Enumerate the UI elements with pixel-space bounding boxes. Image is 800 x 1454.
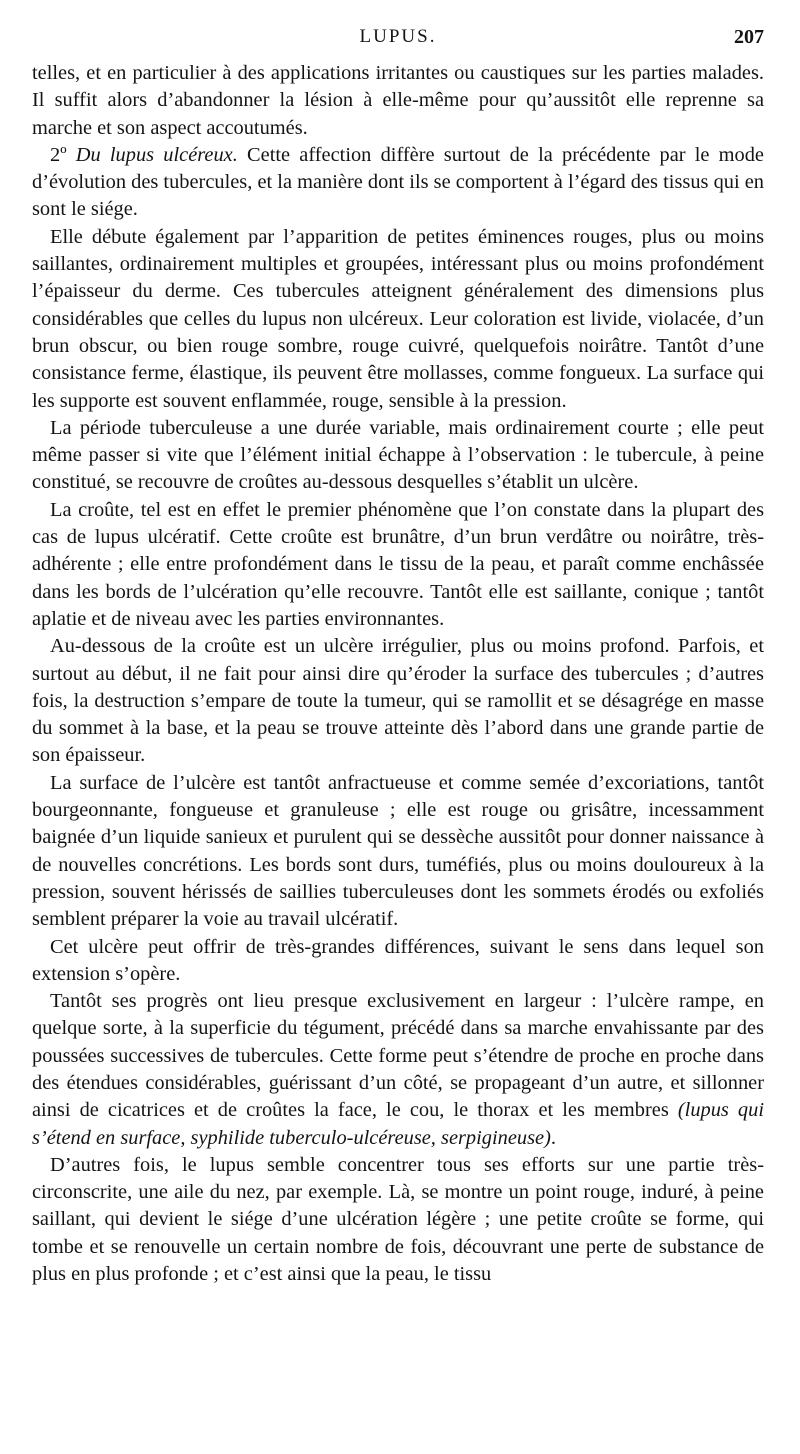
paragraph bbox=[32, 497, 764, 633]
running-header bbox=[32, 26, 764, 56]
paragraph bbox=[32, 988, 764, 1152]
paragraph-text: Au-dessous de la croûte est un ulcère irrégulier, plus ou moins profond. Parfois, et surtout au début, il ne fait pour ainsi dire qu’éroder la surface des tubercules ; d’autres fois, la destruction s’empare de toute la tumeur, qui se ramollit et se désagrége en masse du sommet à la base, et la peau se trouve atteinte dès l’abord dans une grande partie de son épaisseur. bbox=[32, 635, 764, 767]
paragraph bbox=[32, 770, 764, 934]
italic-aside: (lupus qui s’étend en surface, syphilide tuberculo-ulcéreuse, serpigineuse) bbox=[32, 1099, 764, 1149]
paragraph bbox=[32, 1152, 764, 1288]
body-text bbox=[32, 60, 764, 1288]
paragraph-text: telles, et en particulier à des applications irritantes ou caustiques sur les parties malades. Il suffit alors d’abandonner la lésion à elle-même pour qu’aussitôt elle reprenne sa marche et son aspect accoutumés. bbox=[32, 62, 764, 139]
paragraph-continuation bbox=[32, 60, 764, 142]
paragraph-text: Tantôt ses progrès ont lieu presque exclusivement en largeur : l’ulcère rampe, en quelque sorte, à la superficie du tégument, précédé dans sa marche envahissante par des poussées successives de tubercules. Cette forme peut s’étendre de proche en proche dans des étendues considérables, guérissant d’un côté, se propageant d’un autre, et sillonner ainsi de cicatrices et de croûtes la face, le cou, le thorax et les membres bbox=[32, 990, 764, 1122]
paragraph-text: Elle débute également par l’apparition de petites éminences rouges, plus ou moins saillantes, ordinairement multiples et groupées, intéressant plus ou moins profondément l’épaisseur du derme. Ces tubercules atteignent généralement des dimensions plus considérables que celles du lupus non ulcéreux. Leur coloration est livide, violacée, d’un brun obscur, ou bien rouge sombre, rouge cuivré, quelquefois noirâtre. Tantôt d’une consistance ferme, élastique, ils peuvent être mollasses, comme fongueux. La surface qui les supporte est souvent enflammée, rouge, sensible à la pression. bbox=[32, 225, 764, 412]
paragraph-text: Cet ulcère peut offrir de très-grandes différences, suivant le sens dans lequel son extension s’opère. bbox=[32, 935, 764, 985]
paragraph bbox=[32, 934, 764, 989]
section-number: 2º bbox=[50, 143, 67, 166]
running-title: LUPUS. bbox=[359, 26, 437, 47]
paragraph-section-heading bbox=[32, 142, 764, 224]
paragraph bbox=[32, 633, 764, 769]
paragraph-text: La période tuberculeuse a une durée variable, mais ordinairement courte ; elle peut même passer si vite que l’élément initial échappe à l’observation : le tubercule, à peine constitué, se recouvre de croûtes au-dessous desquelles s’établit un ulcère. bbox=[32, 416, 764, 494]
paragraph-text: La croûte, tel est en effet le premier phénomène que l’on constate dans la plupart des cas de lupus ulcératif. Cette croûte est brunâtre, d’un brun verdâtre ou noirâtre, très-adhérente ; elle entre profondément dans le tissu de la peau, et paraît comme enchâssée dans les bords de l’ulcération qu’elle recouvre. Tantôt elle est saillante, conique ; tantôt aplatie et de niveau avec les parties environnantes. bbox=[32, 498, 764, 630]
paragraph bbox=[32, 415, 764, 497]
paragraph bbox=[32, 224, 764, 415]
paragraph-text: Cette affection diffère surtout de la précédente par le mode d’évolution des tubercules, et la manière dont ils se comportent à l’égard des tissus qui en sont le siége. bbox=[32, 143, 764, 221]
section-heading: Du lupus ulcéreux. bbox=[75, 143, 238, 166]
page-number: 207 bbox=[734, 26, 764, 48]
paragraph-end: . bbox=[550, 1126, 556, 1149]
paragraph-text: La surface de l’ulcère est tantôt anfractueuse et comme semée d’excoriations, tantôt bourgeonnante, fongueuse et granuleuse ; elle est rouge ou grisâtre, incessamment baignée d’un liquide sanieux et purulent qui se dessèche aussitôt pour donner naissance à de nouvelles concrétions. Les bords sont durs, tuméfiés, plus ou moins douloureux à la pression, souvent hérissés de saillies tuberculeuses dont les sommets érodés ou exfoliés semblent préparer la voie au travail ulcératif. bbox=[32, 771, 764, 931]
paragraph-text: D’autres fois, le lupus semble concentrer tous ses efforts sur une partie très-circonscrite, une aile du nez, par exemple. Là, se montre un point rouge, induré, à peine saillant, qui devient le siége d’une ulcération légère ; une petite croûte se forme, qui tombe et se renouvelle un certain nombre de fois, découvrant une perte de substance de plus en plus profonde ; et c’est ainsi que la peau, le tissu bbox=[32, 1153, 764, 1286]
